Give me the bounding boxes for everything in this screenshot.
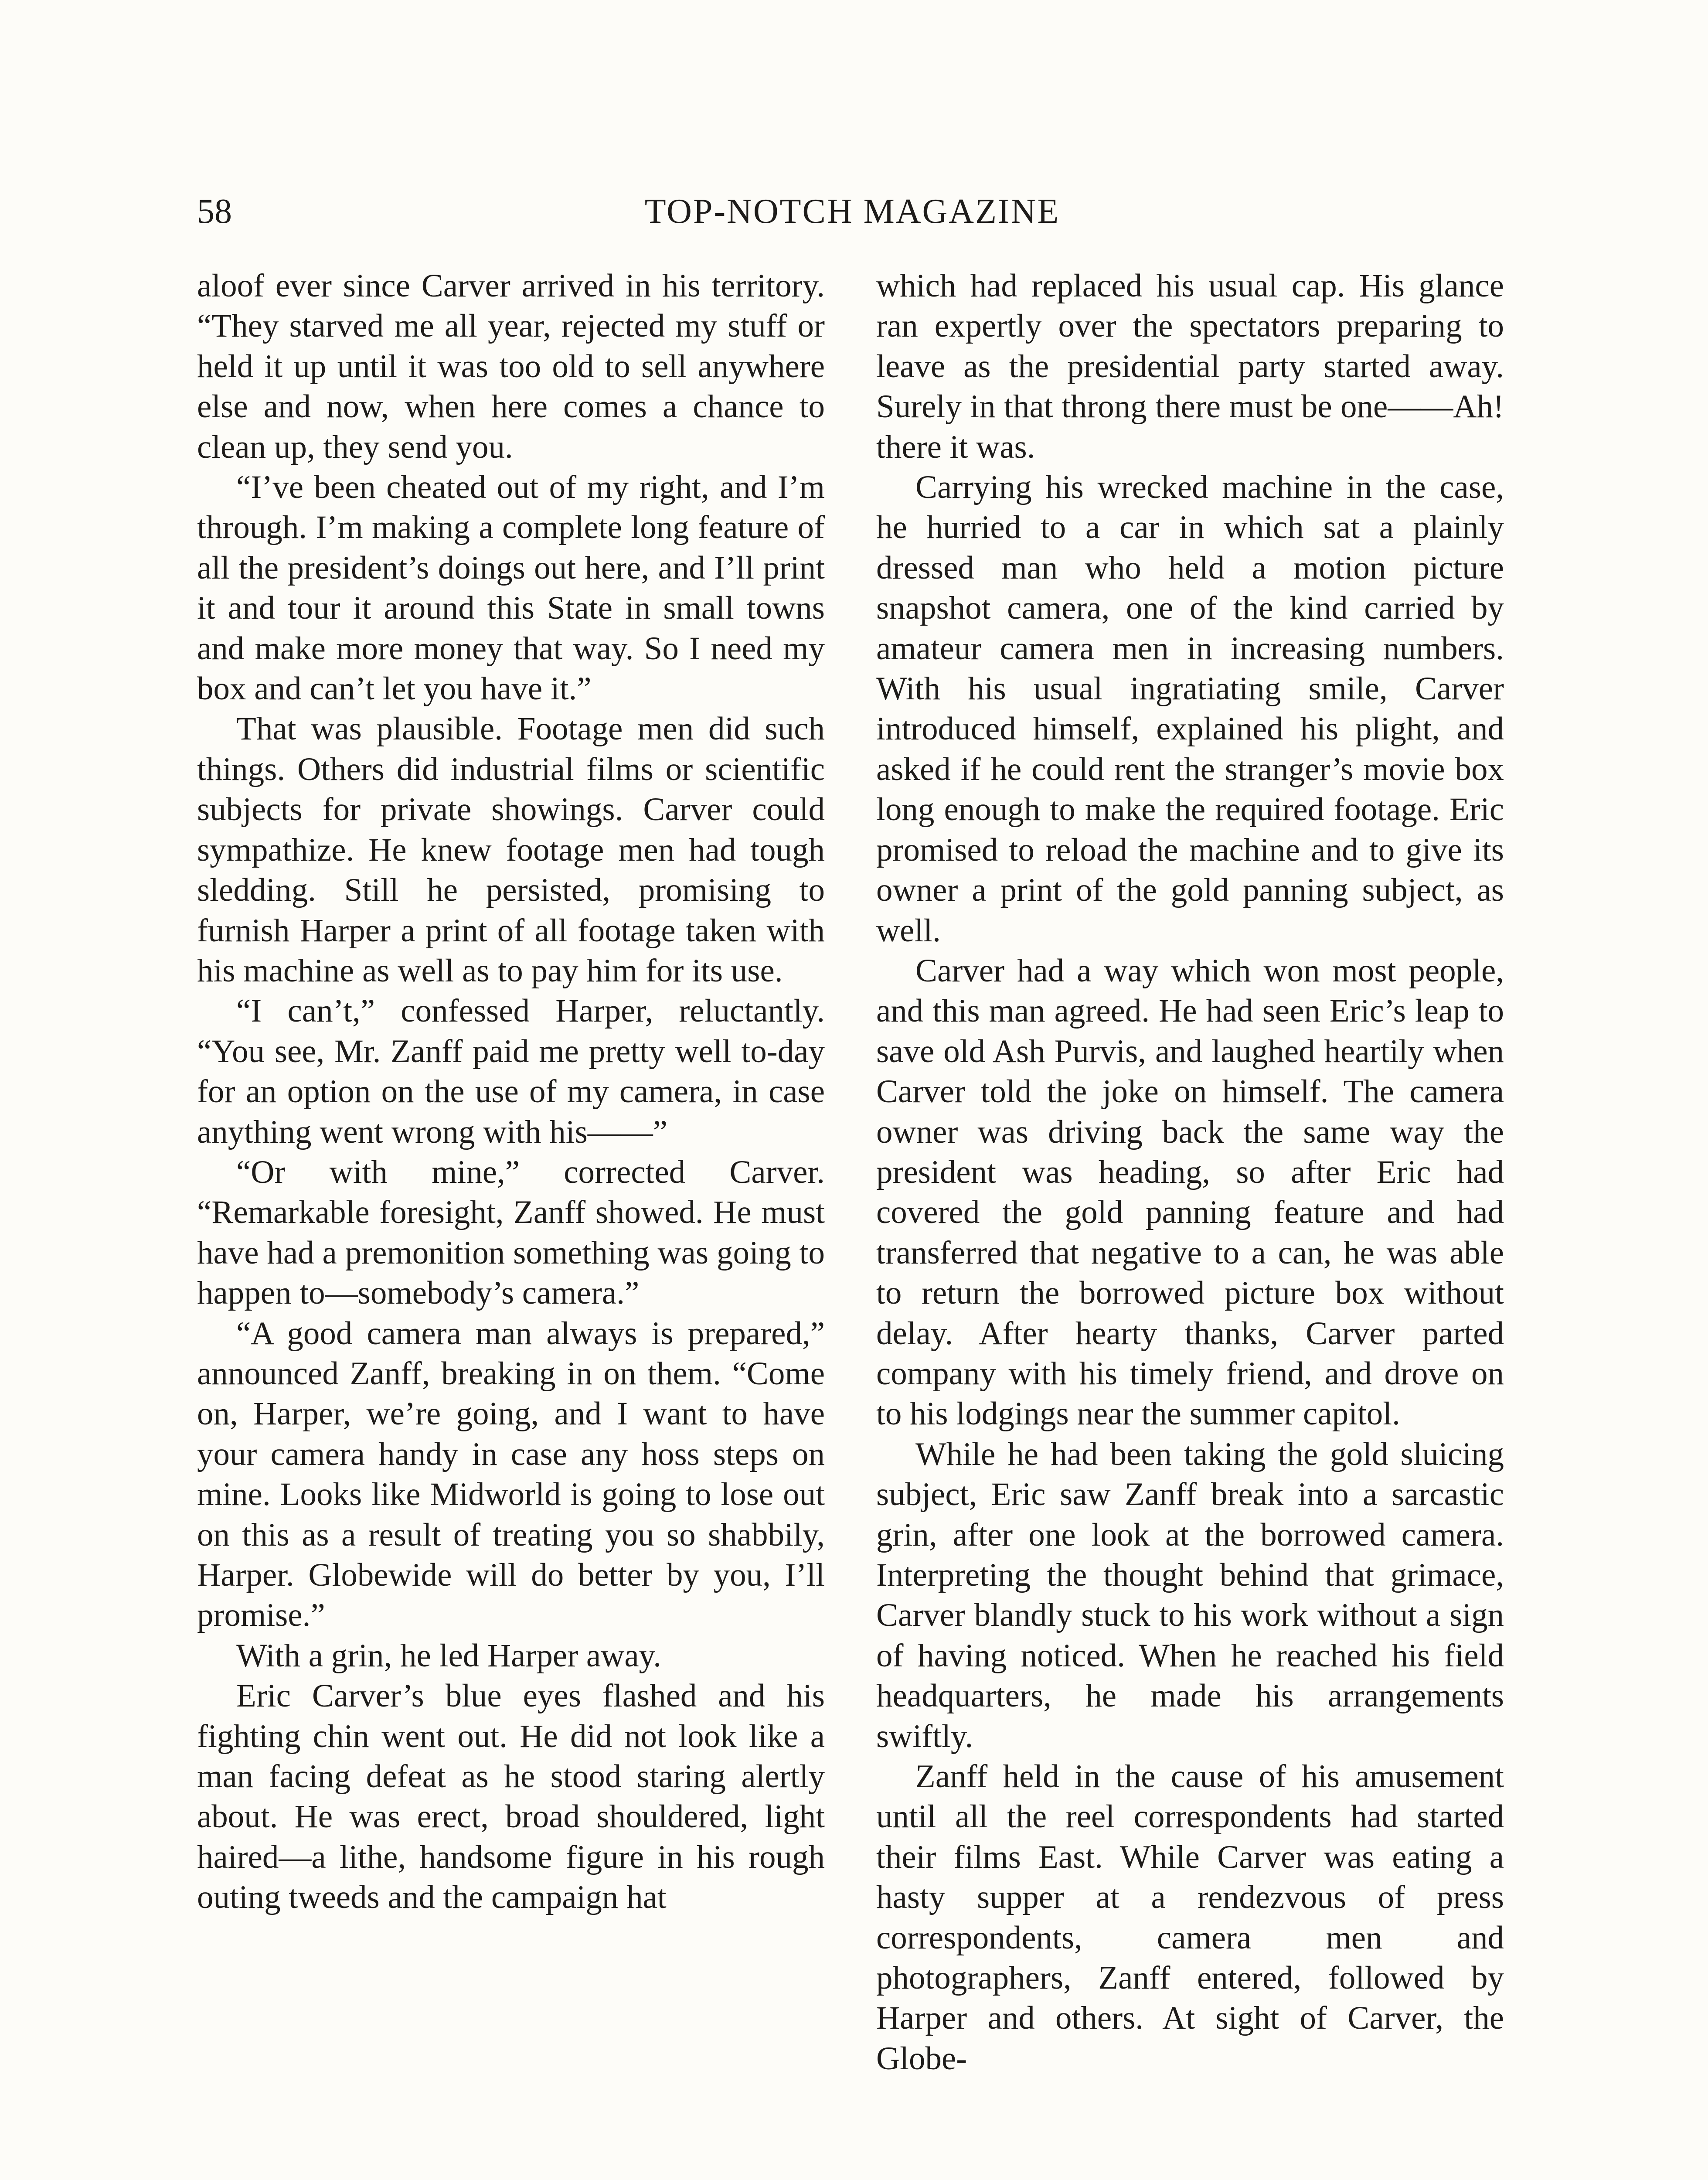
paragraph: Zanff held in the cause of his amusement until all the reel correspondents had started their films East. While Carver was eating a hasty supper at a rendezvous of press correspondents, camera men and photographers, Zanff entered, followed by Harper and others. At sight of Carver, the Globe- xyxy=(876,1758,1504,2077)
paragraph: Carrying his wrecked machine in the case, he hurried to a car in which sat a plainly dressed man who held a motion picture snapshot camera, one of the kind carried by amateur camera men in increasing numbers. With his usual ingratiating smile, Carver introduced himself, explained his plight, and asked if he could rent the stranger’s movie box long enough to make the required footage. Eric promised to reload the machine and to give its owner a print of the gold panning subject, as well. xyxy=(876,469,1504,949)
left-column xyxy=(197,266,825,2180)
paragraph: While he had been taking the gold sluicing subject, Eric saw Zanff break into a sarcastic grin, after one look at the borrowed camera. Interpreting the thought behind that grimace, Carver blandly stuck to his work without a sign of having noticed. When he reached his field headquarters, he made his arrangements swiftly. xyxy=(876,1436,1504,1754)
paragraph: With a grin, he led Harper away. xyxy=(236,1637,662,1674)
paragraph: which had replaced his usual cap. His glance ran expertly over the spectators preparing to leave as the presidential party started away. Surely in that throng there must be one——Ah! there it was. xyxy=(876,268,1504,465)
right-column xyxy=(876,266,1504,2180)
paragraph: aloof ever since Carver arrived in his territory. “They starved me all year, rejected my stuff or held it up until it was too old to sell anywhere else and now, when here comes a chance to clean up, they send you. xyxy=(197,268,825,465)
paragraph: Carver had a way which won most people, and this man agreed. He had seen Eric’s leap to save old Ash Purvis, and laughed heartily when Carver told the joke on himself. The camera owner was driving back the same way the president was heading, so after Eric had covered the gold panning feature and had transferred that negative to a can, he was able to return the borrowed picture box without delay. After hearty thanks, Carver parted company with his timely friend, and drove on to his lodgings near the summer capitol. xyxy=(876,952,1504,1432)
page-number: 58 xyxy=(197,192,232,231)
paragraph: “I’ve been cheated out of my right, and I’m through. I’m making a complete long feature of all the president’s doings out here, and I’ll print it and tour it around this State in small towns and make more money that way. So I need my box and can’t let you have it.” xyxy=(197,469,825,707)
paragraph: Eric Carver’s blue eyes flashed and his fighting chin went out. He did not look like a man facing defeat as he stood staring alertly about. He was erect, broad shouldered, light haired—a lithe, handsome figure in his rough outing tweeds and the campaign hat xyxy=(197,1678,825,1916)
paragraph: That was plausible. Footage men did such things. Others did industrial films or scientific subjects for private showings. Carver could sympathize. He knew footage men had tough sledding. Still he persisted, promising to furnish Harper a print of all footage taken with his machine as well as to pay him for its use. xyxy=(197,711,825,989)
paragraph: “I can’t,” confessed Harper, reluctantly. “You see, Mr. Zanff paid me pretty well to-day for an option on the use of my camera, in case anything went wrong with his——” xyxy=(197,993,825,1150)
running-head: TOP-NOTCH MAGAZINE xyxy=(644,192,1060,231)
paragraph: “Or with mine,” corrected Carver. “Remarkable foresight, Zanff showed. He must have had a premonition something was going to happen to—somebody’s camera.” xyxy=(197,1154,825,1311)
paragraph: “A good camera man always is prepared,” announced Zanff, breaking in on them. “Come on, Harper, we’re going, and I want to have your camera handy in case any hoss steps on mine. Looks like Midworld is going to lose out on this as a result of treating you so shabbily, Harper. Globewide will do better by you, I’ll promise.” xyxy=(197,1315,825,1634)
page-header xyxy=(197,187,1507,235)
